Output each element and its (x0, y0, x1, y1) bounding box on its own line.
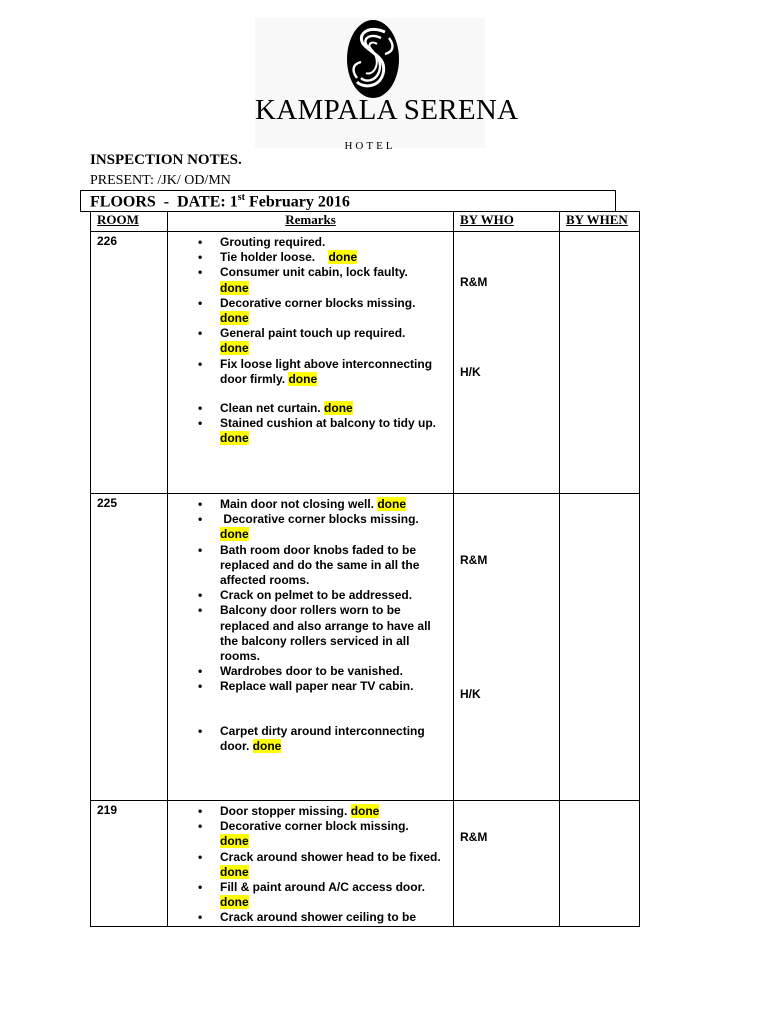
by-who-cell (454, 494, 560, 801)
remark-item: • Wardrobes door to be vanished. (168, 664, 449, 679)
done-highlight: done (328, 250, 358, 265)
room-number: 226 (91, 232, 168, 494)
column-header-room: ROOM (91, 212, 168, 232)
document-title: INSPECTION NOTES. (90, 152, 242, 168)
column-header-by-when: BY WHEN (560, 212, 640, 232)
hotel-name: KAMPALA SERENA (255, 94, 519, 126)
done-highlight: done (350, 804, 380, 818)
table-row (91, 494, 640, 801)
remark-item: • Bath room door knobs faded to be replaced and do the same in all the affected rooms. (168, 543, 449, 589)
by-when-cell (560, 494, 640, 801)
present-line: PRESENT: /JK/ OD/MN (90, 173, 231, 188)
floors-date-box (80, 190, 616, 212)
room-number: 225 (91, 494, 168, 801)
done-highlight: done (220, 341, 249, 356)
done-highlight: done (220, 527, 249, 542)
remark-item: • Crack around shower head to be fixed. done (168, 850, 449, 880)
remark-item: • Decorative corner block missing. done (168, 819, 449, 849)
remark-item: • Grouting required. (168, 235, 449, 250)
remark-item: • Fix loose light above interconnecting door firmly. done (168, 357, 449, 387)
serena-logo-icon (345, 18, 401, 100)
remark-item: • Decorative corner blocks missing. done (168, 296, 449, 326)
remarks-cell (168, 801, 454, 927)
remarks-list (168, 801, 453, 926)
remark-item: • Crack on pelmet to be addressed. (168, 588, 449, 603)
remarks-list (168, 232, 453, 447)
remarks-list (168, 494, 453, 754)
hotel-subtitle: HOTEL (344, 140, 396, 152)
done-highlight: done (220, 311, 249, 326)
remark-item: • Clean net curtain. done (168, 401, 449, 416)
column-header-by-who: BY WHO (454, 212, 560, 232)
by-who-cell (454, 801, 560, 927)
table-header-row (91, 212, 640, 232)
remark-item: • Stained cushion at balcony to tidy up. done (168, 416, 449, 446)
remark-item: • Fill & paint around A/C access door. done (168, 880, 449, 910)
column-header-remarks: Remarks (168, 212, 454, 232)
remark-item: • Carpet dirty around interconnecting door. done (168, 724, 449, 754)
done-highlight: done (220, 834, 249, 849)
by-who-label: H/K (460, 365, 481, 379)
hotel-logo (255, 18, 519, 152)
remark-item: • Door stopper missing. done (168, 804, 449, 819)
done-highlight: done (220, 895, 249, 910)
remark-item: • Balcony door rollers worn to be replaced and also arrange to have all the balcony rollers serviced in all rooms. (168, 603, 449, 664)
remark-item: • Decorative corner blocks missing. done (168, 512, 449, 542)
done-highlight: done (220, 864, 249, 879)
done-highlight: done (377, 497, 407, 511)
table-row (91, 801, 640, 927)
done-highlight: done (324, 401, 353, 416)
remark-item: • Consumer unit cabin, lock faulty. done (168, 265, 449, 295)
by-who-label: R&M (460, 275, 488, 289)
remarks-cell (168, 232, 454, 494)
remark-item: • Main door not closing well. done (168, 497, 449, 512)
remark-item: • General paint touch up required. done (168, 326, 449, 356)
room-number: 219 (91, 801, 168, 927)
by-who-cell (454, 232, 560, 494)
by-who-label: R&M (460, 553, 488, 567)
done-highlight: done (252, 738, 282, 753)
inspection-table (90, 211, 640, 927)
by-when-cell (560, 801, 640, 927)
remark-item: • Crack around shower ceiling to be (168, 910, 449, 925)
done-highlight: done (220, 431, 249, 446)
done-highlight: done (288, 371, 318, 386)
remark-item: • Replace wall paper near TV cabin. (168, 679, 449, 694)
done-highlight: done (220, 280, 249, 295)
by-when-cell (560, 232, 640, 494)
table-row (91, 232, 640, 494)
by-who-label: R&M (460, 830, 488, 844)
remark-item: • Tie holder loose. done (168, 250, 449, 265)
remarks-cell (168, 494, 454, 801)
by-who-label: H/K (460, 687, 481, 701)
floors-date-line: FLOORS - DATE: 1st February 2016 (90, 192, 350, 211)
